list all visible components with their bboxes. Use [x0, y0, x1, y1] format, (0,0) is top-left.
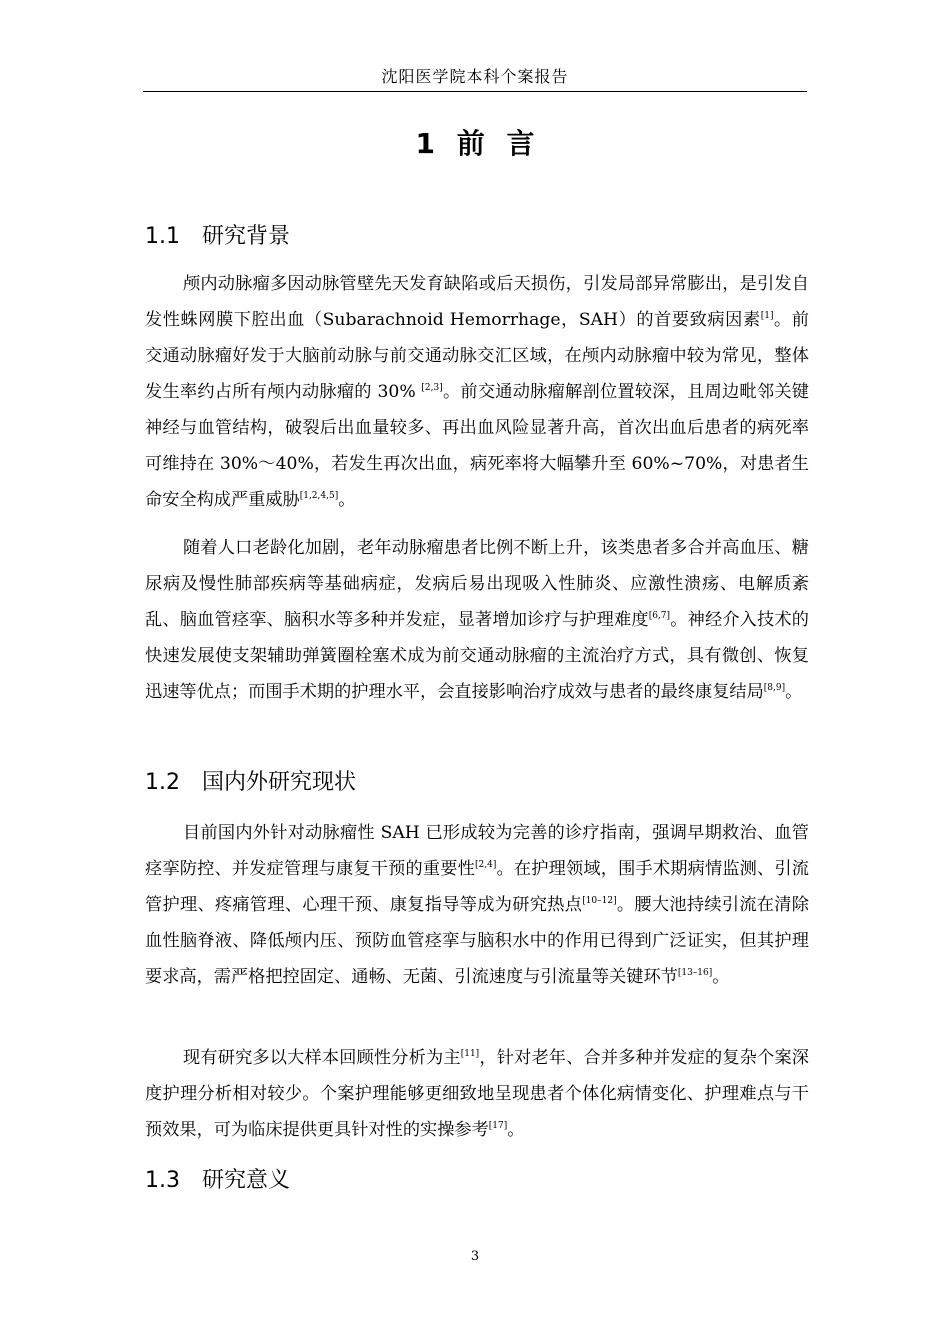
paragraph: [145, 266, 809, 518]
citation: [6,7]: [648, 611, 671, 621]
section-number: 1.2: [145, 770, 180, 795]
paragraph-text: 随着人口老龄化加剧，老年动脉瘤患者比例不断上升，该类患者多合并高血压、糖尿病及慢性肺部疾病等基础病症，发病后易出现吸入性肺炎、应激性溃疡、电解质紊乱、脑血管痉挛、脑积水等多种并发症，显著增加诊疗与护理难度: [145, 538, 809, 630]
citation: [1]: [760, 311, 774, 321]
paragraph: [145, 815, 809, 995]
section-title: 研究意义: [202, 1168, 291, 1193]
paragraph-text: 。神经介入技术的快速发展使支架辅助弹簧圈栓塞术成为前交通动脉瘤的主流治疗方式，具有微创、恢复迅速等优点；而围手术期的护理水平，会直接影响治疗成效与患者的最终康复结局: [145, 610, 809, 702]
citation: [2,3]: [421, 383, 443, 393]
citation: [11]: [460, 1049, 480, 1059]
section-title: 国内外研究现状: [202, 770, 357, 795]
paragraph-text: 。前交通动脉瘤好发于大脑前动脉与前交通动脉交汇区域，在颅内动脉瘤中较为常见，整体发生率约占所有颅内动脉瘤的 30%: [145, 310, 809, 402]
section-title: 研究背景: [202, 224, 291, 249]
chapter-title: 1 前 言: [415, 127, 535, 160]
section-heading-1-2: [145, 765, 356, 796]
paragraph-text: ，针对老年、合并多种并发症的复杂个案深度护理分析相对较少。个案护理能够更细致地呈现患者个体化病情变化、护理难点与干预效果，可为临床提供更具针对性的实操参考: [145, 1048, 809, 1140]
citation: [1,2,4,5]: [299, 491, 339, 501]
paragraph-text: 。: [785, 682, 803, 702]
paragraph-text: 。: [338, 490, 356, 510]
section-number: 1.3: [145, 1168, 180, 1193]
paragraph-text: 。在护理领域，围手术期病情监测、引流管护理、疼痛管理、心理干预、康复指导等成为研究热点: [145, 859, 809, 915]
citation: [17]: [488, 1121, 508, 1131]
citation: [2,4]: [475, 860, 497, 870]
paragraph-text: 。: [507, 1120, 525, 1140]
section-heading-1-1: [145, 219, 290, 250]
paragraph: [145, 1040, 809, 1148]
section-heading-1-3: [145, 1163, 290, 1194]
paragraph-text: 。腰大池持续引流在清除血性脑脊液、降低颅内压、预防血管痉挛与脑积水中的作用已得到广泛证实，但其护理要求高，需严格把控固定、通畅、无菌、引流速度与引流量等关键环节: [145, 895, 809, 987]
citation: [13–16]: [677, 968, 713, 978]
section-number: 1.1: [145, 224, 180, 249]
paragraph-text: 现有研究多以大样本回顾性分析为主: [183, 1048, 461, 1068]
paragraph-text: 。: [712, 967, 730, 987]
paragraph-text: 。前交通动脉瘤解剖位置较深，且周边毗邻关键神经与血管结构，破裂后出血量较多、再出血风险显著升高，首次出血后患者的病死率可维持在 30%～40%，若发生再次出血，病死率将大幅攀升至 60%~70%，对患者生命安全构成严重威胁: [145, 382, 809, 510]
paragraph-text: 目前国内外针对动脉瘤性 SAH 已形成较为完善的诊疗指南，强调早期救治、血管痉挛防控、并发症管理与康复干预的重要性: [145, 823, 809, 879]
page-number: 3: [470, 1249, 480, 1264]
running-header: 沈阳医学院本科个案报告: [381, 67, 569, 86]
citation: [8,9]: [763, 683, 786, 693]
header-rule: [143, 91, 807, 92]
paragraph-text: 颅内动脉瘤多因动脉管壁先天发育缺陷或后天损伤，引发局部异常膨出，是引发自发性蛛网膜下腔出血（Subarachnoid Hemorrhage，SAH）的首要致病因素: [145, 274, 809, 330]
citation: [10–12]: [582, 896, 617, 906]
paragraph: [145, 530, 809, 710]
